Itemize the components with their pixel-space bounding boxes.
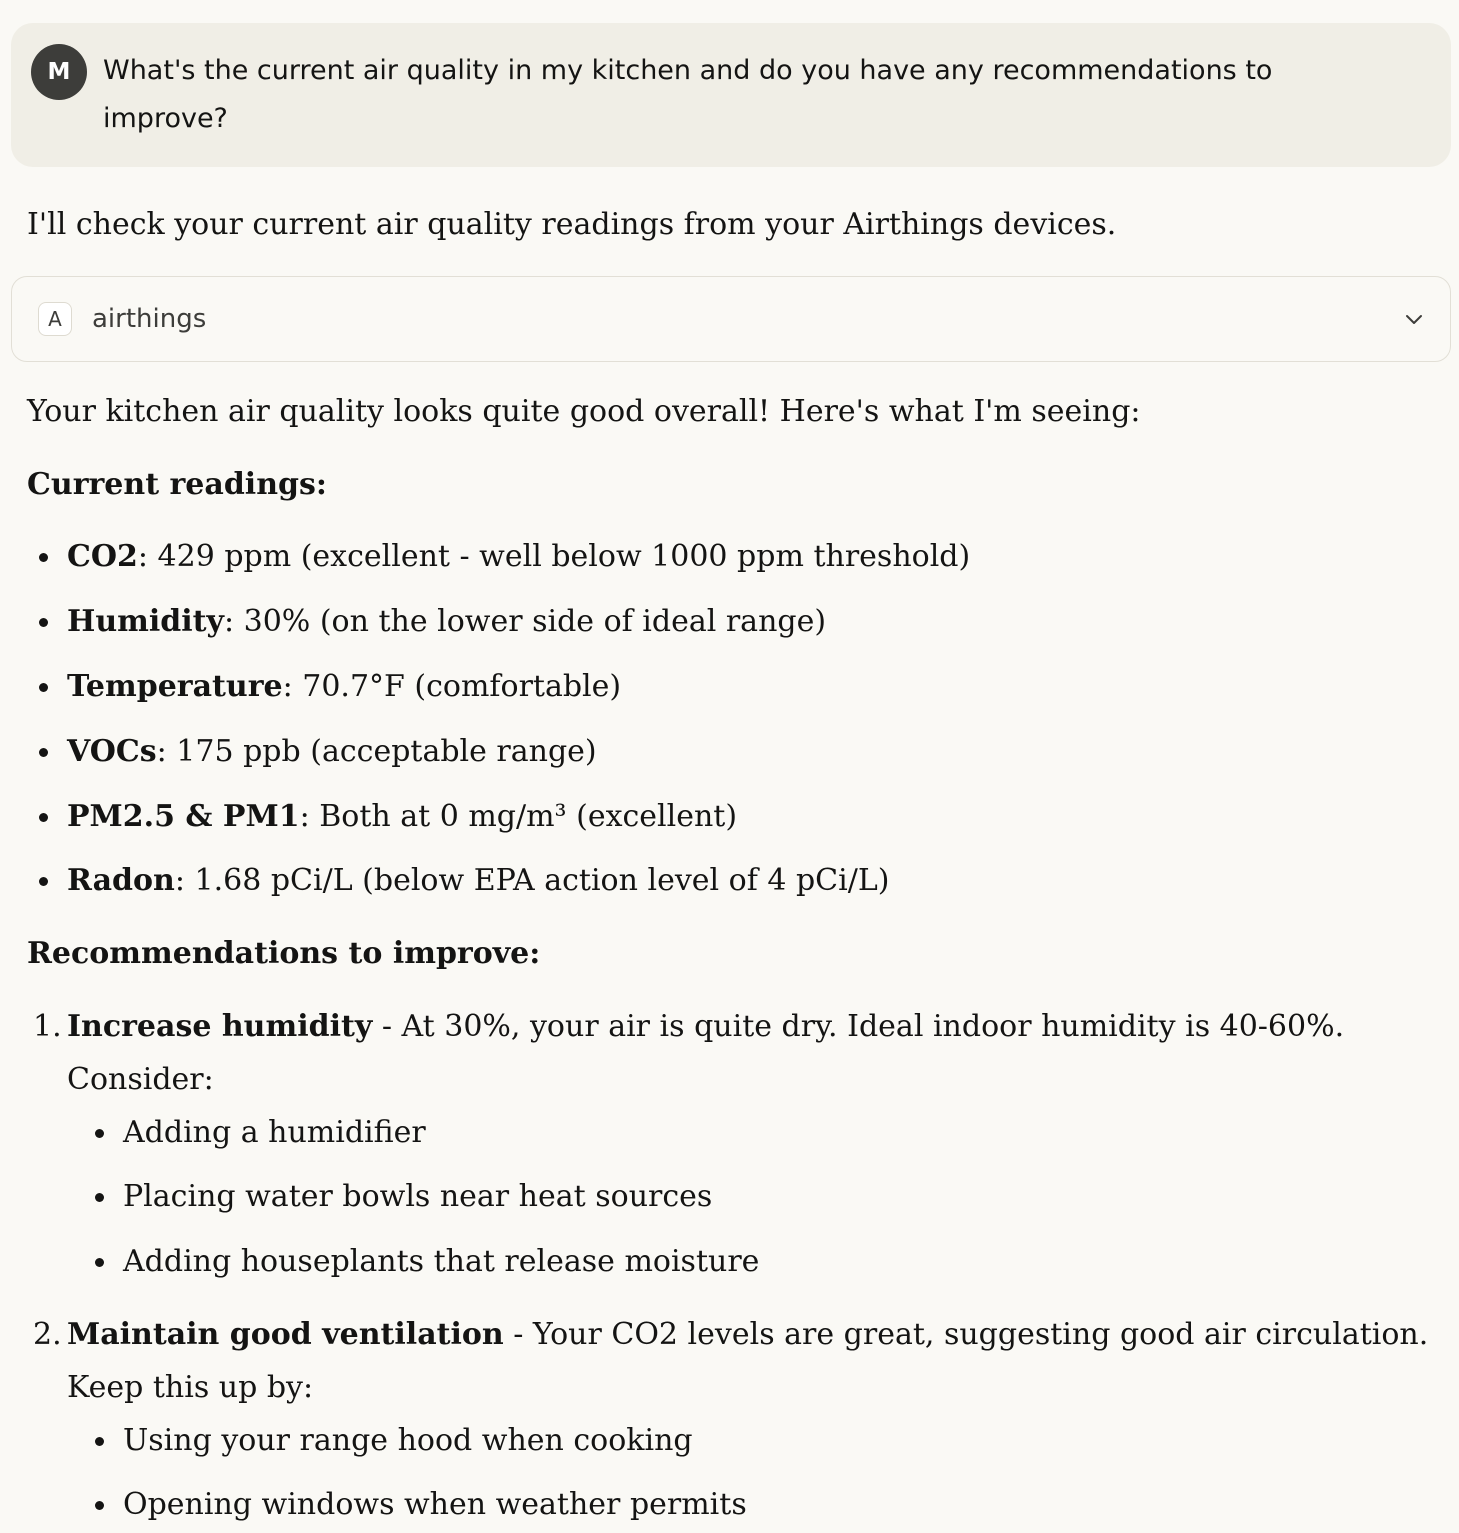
reading-label: Humidity [67, 604, 224, 639]
bullet [39, 618, 48, 627]
reading-value: : 175 ppb (acceptable range) [156, 734, 597, 769]
bullet [39, 553, 48, 562]
list-item [67, 597, 826, 647]
bullet [95, 1129, 104, 1138]
list-number: 2. [33, 1317, 62, 1352]
sub-list-item: Using your range hood when cooking [123, 1423, 693, 1458]
tool-icon: A [38, 302, 72, 336]
recommendation-title: Maintain good ventilation [67, 1317, 504, 1352]
list-item [67, 856, 889, 906]
bullet [95, 1437, 104, 1446]
sub-list-item: Placing water bowls near heat sources [123, 1179, 713, 1214]
tool-call-card[interactable] [11, 276, 1451, 362]
bullet [95, 1501, 104, 1510]
assistant-summary: Your kitchen air quality looks quite good overall! Here's what I'm seeing: [27, 394, 1141, 429]
reading-value: : 70.7°F (comfortable) [282, 669, 622, 704]
recommendation-subline: Keep this up by: [67, 1370, 314, 1405]
reading-label: CO2 [67, 539, 138, 574]
reading-label: Radon [67, 863, 175, 898]
list-item [67, 727, 597, 777]
tool-name: airthings [92, 304, 207, 334]
recommendation-line [67, 1002, 1344, 1052]
reading-label: PM2.5 & PM1 [67, 799, 300, 834]
recommendation-text: - At 30%, your air is quite dry. Ideal indoor humidity is 40-60%. [372, 1009, 1345, 1044]
reading-label: Temperature [67, 669, 283, 704]
bullet [95, 1258, 104, 1267]
reading-label: VOCs [67, 734, 157, 769]
list-item [67, 792, 737, 842]
reading-value: : Both at 0 mg/m³ (excellent) [299, 799, 738, 834]
reading-value: : 429 ppm (excellent - well below 1000 ppm threshold) [137, 539, 971, 574]
sub-list-item: Adding a humidifier [123, 1115, 426, 1150]
reading-value: : 1.68 pCi/L (below EPA action level of 4 pCi/L) [174, 863, 890, 898]
recommendations-heading: Recommendations to improve: [27, 936, 541, 971]
sub-list-item: Opening windows when weather permits [123, 1487, 747, 1522]
user-message [11, 23, 1451, 167]
sub-list-item: Adding houseplants that release moisture [123, 1244, 760, 1279]
user-avatar: M [31, 44, 87, 100]
assistant-intro: I'll check your current air quality readings from your Airthings devices. [27, 207, 1117, 242]
bullet [39, 813, 48, 822]
readings-heading: Current readings: [27, 467, 327, 502]
list-number: 1. [33, 1009, 62, 1044]
bullet [39, 683, 48, 692]
recommendation-line [67, 1310, 1428, 1360]
bullet [39, 877, 48, 886]
chevron-down-icon[interactable] [1402, 307, 1426, 331]
list-item [67, 662, 621, 712]
recommendation-text: - Your CO2 levels are great, suggesting good air circulation. [503, 1317, 1429, 1352]
bullet [95, 1193, 104, 1202]
bullet [39, 748, 48, 757]
recommendation-title: Increase humidity [67, 1009, 373, 1044]
list-item [67, 532, 970, 582]
recommendation-subline: Consider: [67, 1062, 214, 1097]
user-message-text: What's the current air quality in my kitchen and do you have any recommendations to improve? [103, 55, 1273, 134]
reading-value: : 30% (on the lower side of ideal range) [223, 604, 827, 639]
